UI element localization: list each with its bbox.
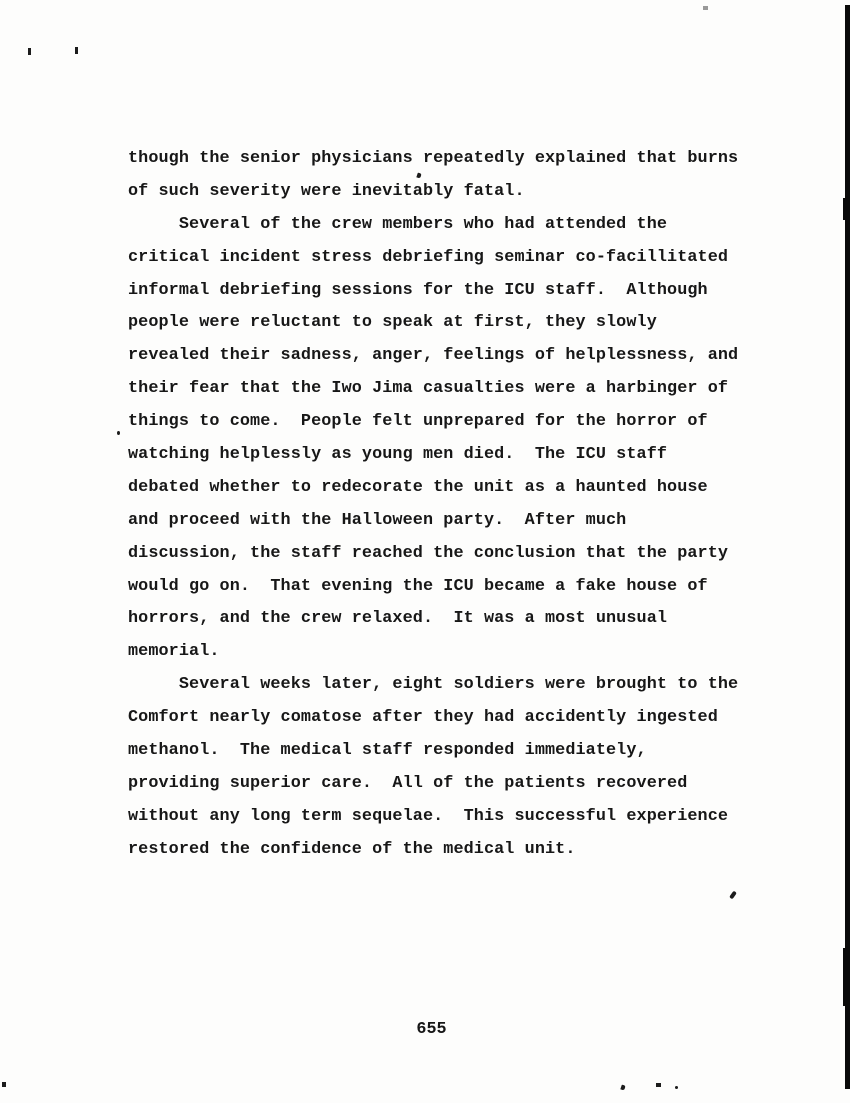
scan-speck-margin-dot [117, 431, 120, 435]
text-line: Comfort nearly comatose after they had accidently ingested [128, 708, 718, 728]
scan-speck-bottom [620, 1085, 625, 1091]
page-number: 655 [416, 1020, 447, 1039]
text-line: of such severity were inevitably fatal. [128, 181, 525, 201]
scan-speck-tick [28, 48, 31, 55]
scan-speck-faint [703, 6, 708, 10]
text-line: horrors, and the crew relaxed. It was a most unusual [128, 609, 668, 629]
text-line: would go on. That evening the ICU became a fake house of [128, 576, 708, 596]
text-line: providing superior care. All of the patients recovered [128, 773, 688, 793]
text-line: watching helplessly as young men died. The ICU staff [128, 445, 668, 465]
text-line: and proceed with the Halloween party. After much [128, 510, 627, 530]
scanner-edge-bar [845, 5, 850, 1089]
scanner-edge-bar-patch [843, 198, 845, 220]
scan-speck-bottom [656, 1083, 661, 1087]
text-line: people were reluctant to speak at first, they slowly [128, 313, 657, 333]
text-line: without any long term sequelae. This successful experience [128, 806, 729, 826]
text-line: things to come. People felt unprepared for the horror of [128, 412, 708, 432]
scanner-edge-bar-patch [843, 948, 845, 1006]
text-line: discussion, the staff reached the conclusion that the party [128, 543, 729, 563]
text-line: revealed their sadness, anger, feelings of helplessness, and [128, 346, 739, 366]
text-line: informal debriefing sessions for the ICU staff. Although [128, 280, 708, 300]
scan-speck-apostrophe [729, 891, 737, 900]
text-line: though the senior physicians repeatedly explained that burns [128, 149, 739, 168]
text-line: restored the confidence of the medical unit. [128, 839, 576, 859]
text-line: methanol. The medical staff responded immediately, [128, 741, 647, 761]
scan-speck-bottom-left [2, 1082, 6, 1087]
text-line: Several of the crew members who had attended the [128, 214, 668, 234]
text-line: memorial. [128, 642, 220, 662]
scan-speck-tick [75, 47, 78, 54]
scan-speck-bottom [675, 1086, 678, 1089]
text-line: critical incident stress debriefing seminar co-facillitated [128, 247, 729, 267]
text-block [128, 143, 748, 867]
text-line: Several weeks later, eight soldiers were brought to the [128, 675, 739, 695]
text-line: their fear that the Iwo Jima casualties were a harbinger of [128, 379, 729, 399]
text-line: debated whether to redecorate the unit as a haunted house [128, 477, 708, 497]
